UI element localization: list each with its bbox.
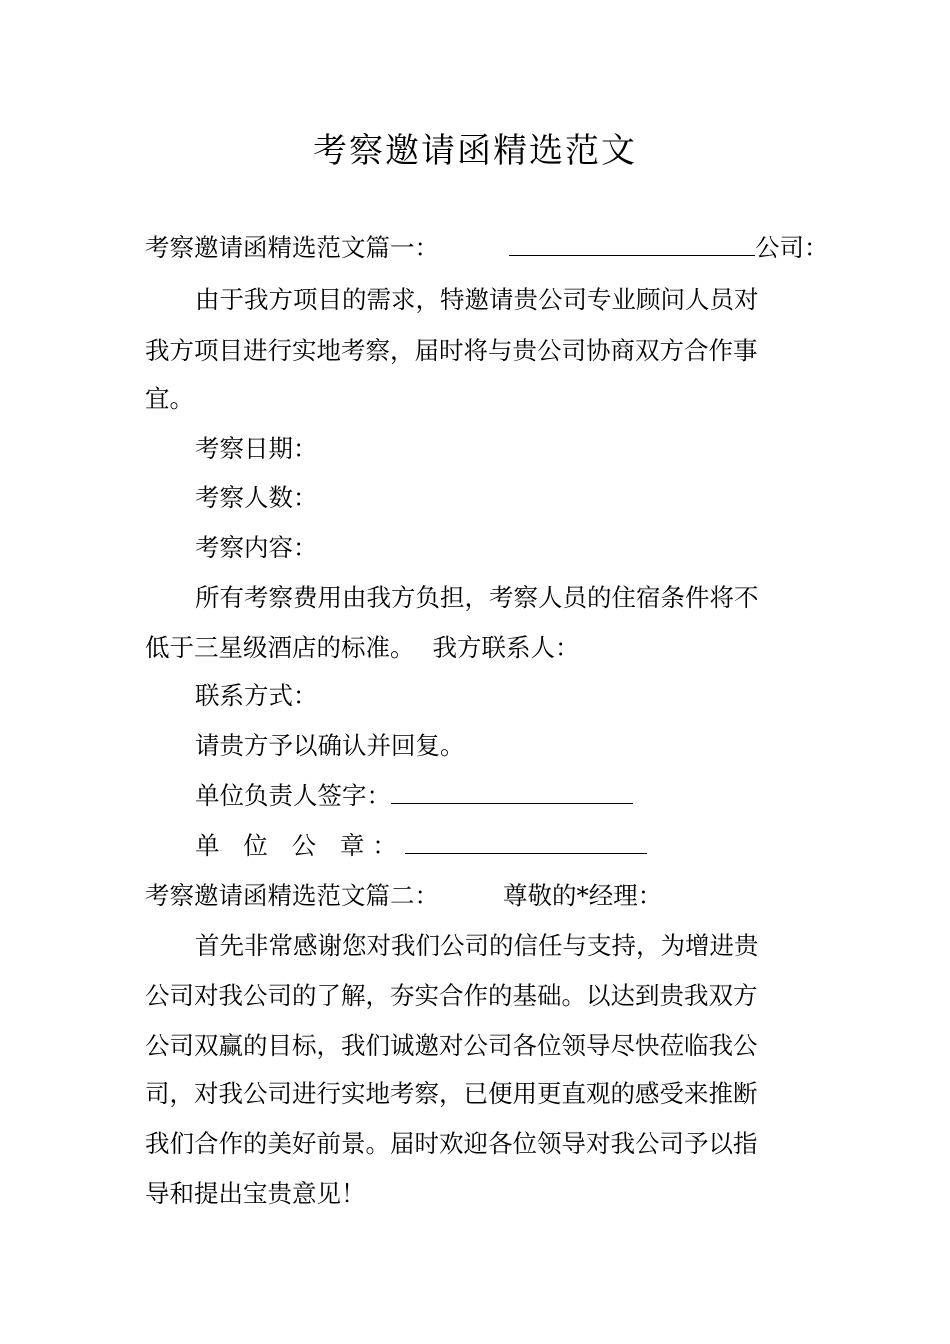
part1-body-line-3: 宜。 [145, 384, 194, 413]
cost-line-2 [145, 632, 815, 664]
document-title: 考察邀请函精选范文 [313, 131, 637, 171]
salutation: 尊敬的*经理： [503, 881, 663, 910]
inspection-date-label: 考察日期： [195, 434, 318, 463]
seal-label: 单 位 公 章： [195, 831, 405, 860]
part1-body-line-2: 我方项目进行实地考察，届时将与贵公司协商双方合作事 [145, 336, 758, 365]
part1-heading-line [145, 232, 829, 264]
contact-person-label: 我方联系人： [432, 633, 580, 662]
seal-line [195, 830, 815, 862]
part2-body-line-6: 导和提出宝贵意见！ [145, 1179, 366, 1208]
cost-line-1: 所有考察费用由我方负担，考察人员的住宿条件将不 [195, 583, 759, 612]
part2-body-line-1: 首先非常感谢您对我们公司的信任与支持，为增进贵 [195, 931, 759, 960]
part2-body-line-5: 我们合作的美好前景。届时欢迎各位领导对我公司予以指 [145, 1129, 758, 1158]
part2-body-line-3: 公司双赢的目标，我们诚邀对公司各位领导尽快莅临我公 [145, 1031, 758, 1060]
inspection-content-label: 考察内容： [195, 533, 318, 562]
inspection-people-label: 考察人数： [195, 483, 318, 512]
company-name-blank [509, 233, 755, 256]
cost-line-2-text: 低于三星级酒店的标准。 [145, 633, 415, 662]
part1-body-line-1: 由于我方项目的需求，特邀请贵公司专业顾问人员对 [195, 285, 759, 314]
contact-method-label: 联系方式： [195, 681, 318, 710]
signature-blank [391, 781, 633, 804]
signature-label: 单位负责人签字： [195, 781, 391, 810]
part1-heading: 考察邀请函精选范文篇一： [145, 233, 439, 262]
confirm-text: 请贵方予以确认并回复。 [195, 731, 465, 760]
part2-heading-line [145, 880, 815, 912]
part2-body-line-4: 司，对我公司进行实地考察，已便用更直观的感受来推断 [145, 1079, 758, 1108]
part2-heading: 考察邀请函精选范文篇二： [145, 881, 439, 910]
seal-blank [405, 831, 647, 854]
company-suffix: 公司： [755, 233, 829, 262]
part2-body-line-2: 公司对我公司的了解，夯实合作的基础。以达到贵我双方 [145, 981, 758, 1010]
signature-line [195, 780, 815, 812]
